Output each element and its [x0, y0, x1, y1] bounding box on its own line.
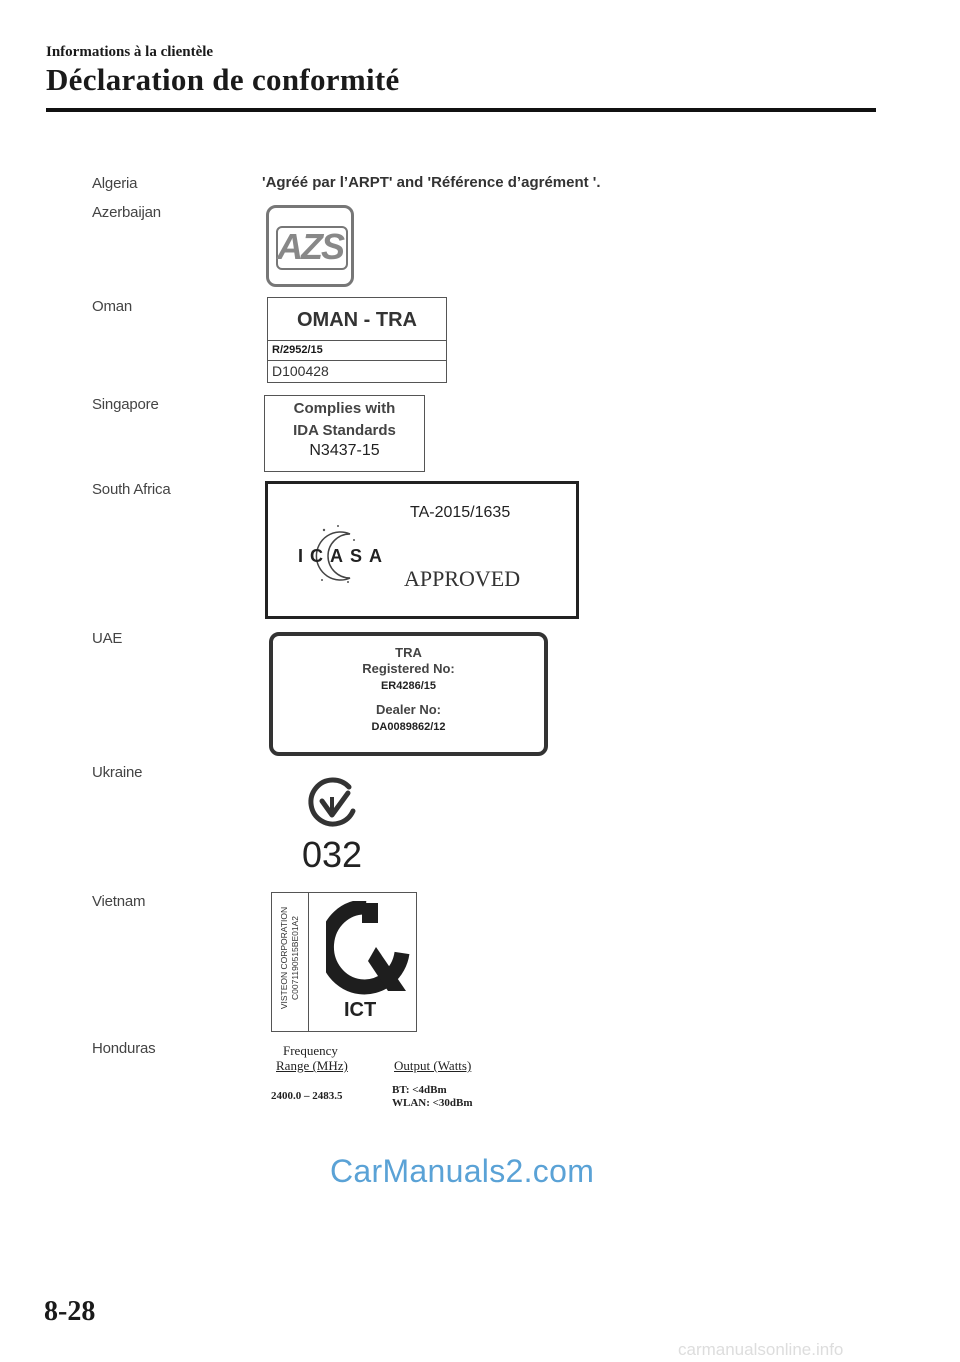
ict-q-logo-icon — [326, 901, 410, 995]
vietnam-ict-label — [271, 892, 417, 1032]
honduras-range-header: Range (MHz) — [276, 1058, 348, 1073]
ukraine-code: 032 — [302, 834, 363, 875]
country-oman: Oman — [92, 298, 133, 315]
oman-tra-label — [267, 297, 447, 383]
title-rule — [46, 108, 876, 112]
oman-registration: R/2952/15 — [268, 341, 446, 361]
uae-registered-label: Registered No: — [362, 661, 455, 676]
country-uae: UAE — [92, 630, 123, 647]
country-singapore: Singapore — [92, 396, 159, 413]
country-algeria: Algeria — [92, 175, 138, 192]
singapore-ida-label — [264, 395, 425, 472]
page-number: 8-28 — [44, 1296, 96, 1327]
azs-logo-text: AZS — [277, 226, 343, 267]
icasa-label — [265, 481, 579, 619]
page-title: Déclaration de conformité — [46, 62, 400, 97]
honduras-output-header: Output (Watts) — [394, 1058, 472, 1073]
uae-title: TRA — [395, 645, 422, 660]
oman-dealer: D100428 — [272, 363, 329, 379]
footer-site-mark: carmanualsonline.info — [678, 1340, 844, 1359]
vietnam-side-strip — [272, 893, 309, 1031]
uae-dealer-label: Dealer No: — [375, 702, 442, 717]
country-azerbaijan: Azerbaijan — [92, 204, 161, 221]
country-vietnam: Vietnam — [92, 893, 146, 910]
icasa-logo-text: ICASA — [298, 546, 390, 566]
section-label: Informations à la clientèle — [46, 44, 214, 60]
honduras-output-values — [392, 1084, 473, 1110]
singapore-line2: IDA Standards — [293, 422, 396, 439]
uae-dealer-no: DA0089862/12 — [371, 721, 446, 733]
honduras-bt-value: BT: <4dBm — [392, 1084, 447, 1096]
vietnam-ict-text: ICT — [344, 999, 377, 1021]
country-ukraine: Ukraine — [92, 764, 143, 781]
azs-logo — [266, 205, 354, 287]
country-south-africa: South Africa — [92, 481, 171, 498]
ukraine-conformity-icon — [305, 777, 363, 833]
algeria-approval-text: 'Agréé par l’ARPT' and 'Référence d’agrément '. — [262, 174, 601, 191]
country-honduras: Honduras — [92, 1040, 156, 1057]
icasa-status: APPROVED — [404, 566, 521, 591]
uae-registered-no: ER4286/15 — [380, 680, 437, 692]
icasa-number: TA-2015/1635 — [410, 504, 511, 521]
honduras-wlan-value: WLAN: <30dBm — [392, 1097, 473, 1109]
honduras-frequency-header: Frequency — [283, 1043, 338, 1058]
vietnam-code: C0071190515BE01A2 — [290, 916, 300, 1000]
singapore-line1: Complies with — [293, 400, 396, 417]
vietnam-company: VISTEON CORPORATION — [279, 906, 289, 1010]
oman-title: OMAN - TRA — [268, 298, 446, 341]
watermark: CarManuals2.com — [330, 1153, 595, 1189]
singapore-code: N3437-15 — [309, 442, 380, 459]
honduras-range-value: 2400.0 – 2483.5 — [271, 1090, 343, 1102]
uae-tra-label — [269, 632, 548, 756]
